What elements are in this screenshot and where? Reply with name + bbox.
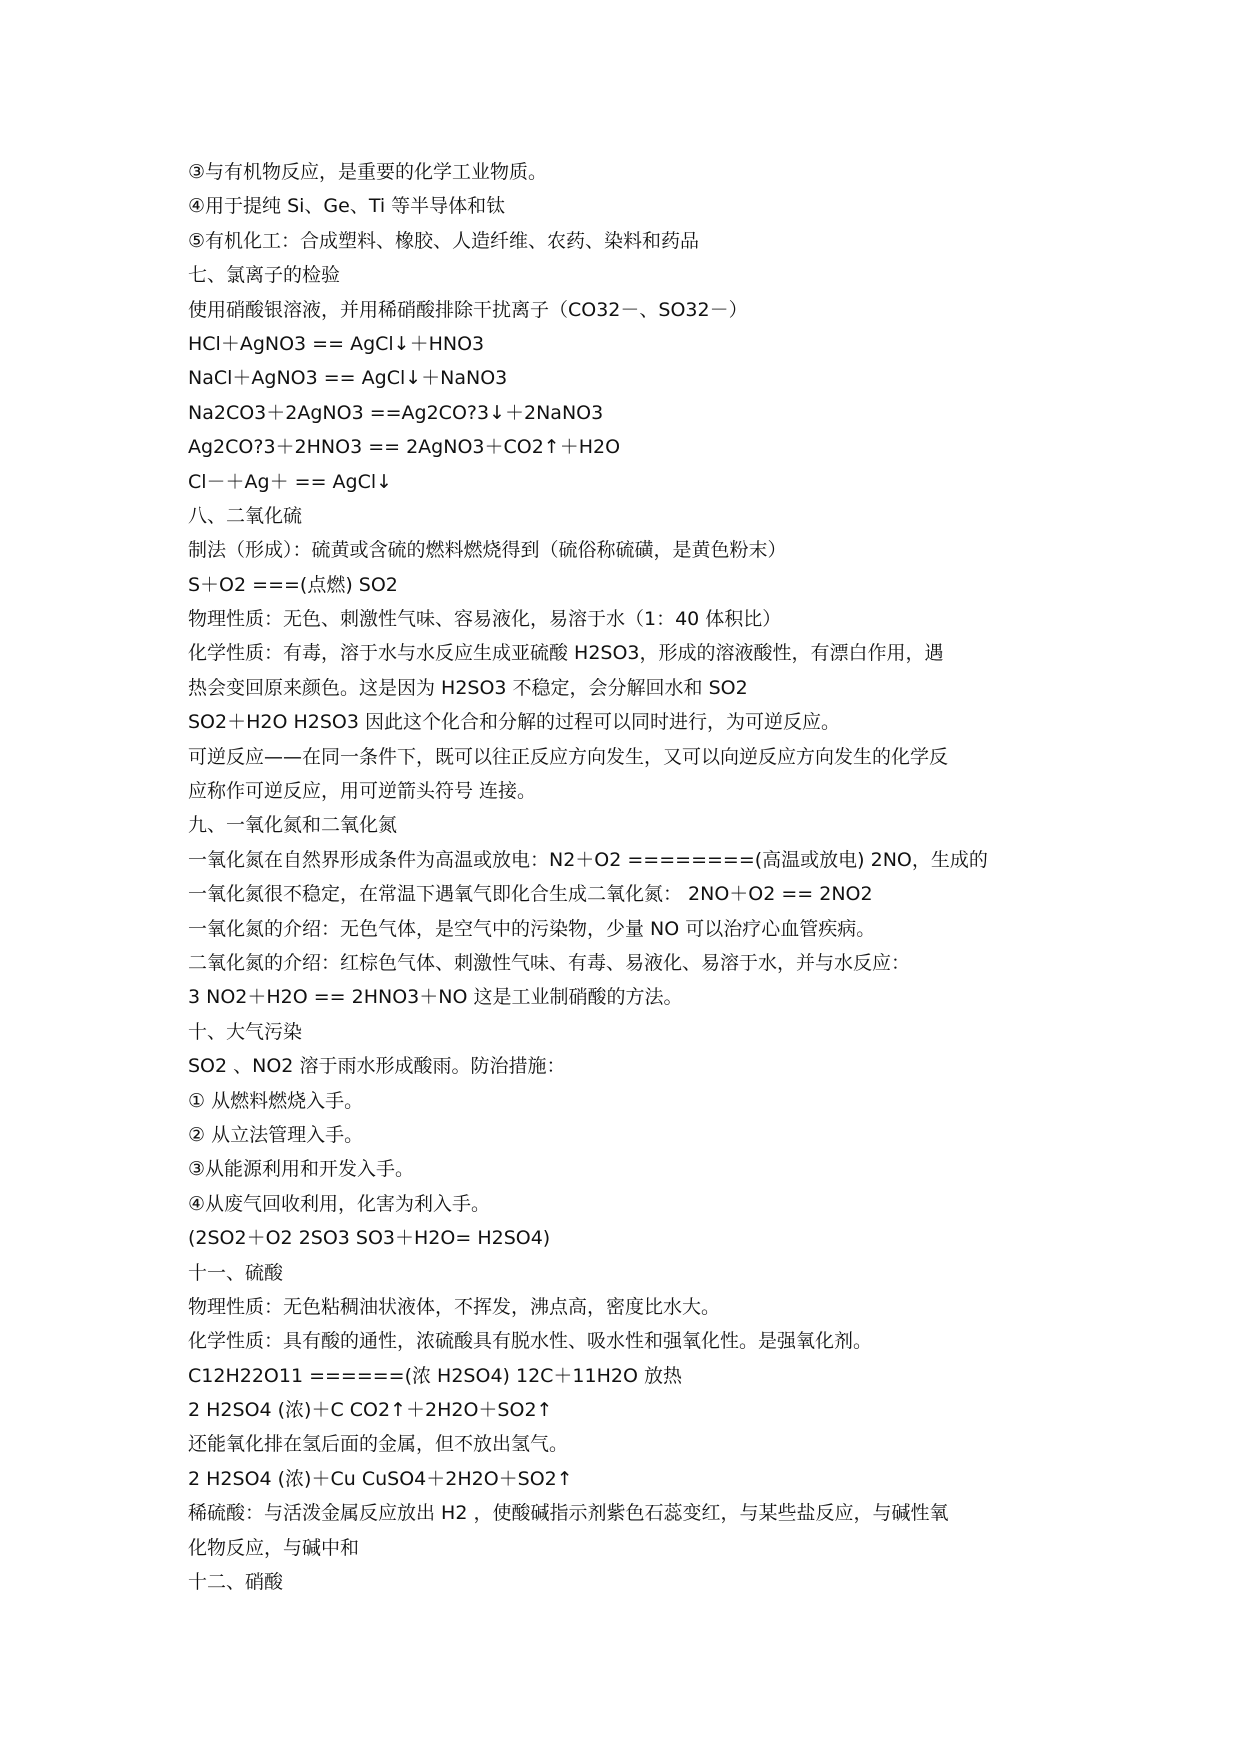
list-item: ④从废气回收利用，化害为利入手。 bbox=[188, 1192, 491, 1215]
text-line: 稀硫酸：与活泼金属反应放出 H2 ，使酸碱指示剂紫色石蕊变红，与某些盐反应，与碱性氧 bbox=[188, 1502, 949, 1525]
text-line: 制法（形成）：硫黄或含硫的燃料燃烧得到（硫俗称硫磺，是黄色粉末） bbox=[188, 539, 787, 562]
section-heading: 九、一氧化氮和二氧化氮 bbox=[188, 814, 398, 837]
text-line: 还能氧化排在氢后面的金属，但不放出氢气。 bbox=[188, 1433, 569, 1456]
text-line: 使用硝酸银溶液，并用稀硝酸排除干扰离子（CO32－、SO32－） bbox=[188, 298, 748, 321]
text-line: 一氧化氮很不稳定，在常温下遇氧气即化合生成二氧化氮： 2NO＋O2 == 2NO2 bbox=[188, 883, 873, 906]
equation-line: 2 H2SO4 (浓)＋Cu CuSO4＋2H2O＋SO2↑ bbox=[188, 1467, 573, 1490]
text-line: 可逆反应——在同一条件下，既可以往正反应方向发生，又可以向逆反应方向发生的化学反 bbox=[188, 745, 949, 768]
text-line: 一氧化氮的介绍：无色气体，是空气中的污染物，少量 NO 可以治疗心血管疾病。 bbox=[188, 917, 876, 940]
section-heading: 八、二氧化硫 bbox=[188, 504, 303, 527]
text-line: 物理性质：无色、刺激性气味、容易液化，易溶于水（1：40 体积比） bbox=[188, 608, 782, 631]
text-line: SO2 、NO2 溶于雨水形成酸雨。防治措施： bbox=[188, 1055, 566, 1078]
list-item: ① 从燃料燃烧入手。 bbox=[188, 1089, 364, 1112]
section-heading: 七、氯离子的检验 bbox=[188, 264, 341, 287]
text-line: ③与有机物反应，是重要的化学工业物质。 bbox=[188, 161, 548, 183]
text-line: 热会变回原来颜色。这是因为 H2SO3 不稳定，会分解回水和 SO2 bbox=[188, 676, 748, 699]
list-item: ② 从立法管理入手。 bbox=[188, 1123, 364, 1146]
text-line: 化物反应，与碱中和 bbox=[188, 1536, 360, 1559]
section-heading: 十一、硫酸 bbox=[188, 1261, 284, 1284]
equation-line: NaCl＋AgNO3 == AgCl↓＋NaNO3 bbox=[188, 367, 508, 390]
equation-line: HCl＋AgNO3 == AgCl↓＋HNO3 bbox=[188, 332, 485, 355]
equation-line: Na2CO3＋2AgNO3 ==Ag2CO?3↓＋2NaNO3 bbox=[188, 401, 604, 424]
section-heading: 十、大气污染 bbox=[188, 1020, 303, 1043]
text-line: 物理性质：无色粘稠油状液体，不挥发，沸点高，密度比水大。 bbox=[188, 1295, 721, 1318]
text-line: 一氧化氮在自然界形成条件为高温或放电：N2＋O2 ========(高温或放电) 2NO，生成的 bbox=[188, 848, 988, 871]
equation-line: 2 H2SO4 (浓)＋C CO2↑＋2H2O＋SO2↑ bbox=[188, 1399, 553, 1422]
list-item: ③从能源利用和开发入手。 bbox=[188, 1158, 415, 1181]
equation-line: Cl－＋Ag＋ == AgCl↓ bbox=[188, 470, 393, 493]
equation-line: 3 NO2＋H2O == 2HNO3＋NO 这是工业制硝酸的方法。 bbox=[188, 986, 683, 1009]
section-heading: 十二、硝酸 bbox=[188, 1571, 284, 1594]
equation-line: (2SO2＋O2 2SO3 SO3＋H2O= H2SO4) bbox=[188, 1227, 551, 1250]
text-line: 化学性质：有毒，溶于水与水反应生成亚硫酸 H2SO3，形成的溶液酸性，有漂白作用，遇 bbox=[188, 642, 944, 665]
text-line: 化学性质：具有酸的通性，浓硫酸具有脱水性、吸水性和强氧化性。是强氧化剂。 bbox=[188, 1330, 873, 1353]
text-line: SO2＋H2O H2SO3 因此这个化合和分解的过程可以同时进行，为可逆反应。 bbox=[188, 711, 840, 734]
equation-line: C12H22O11 ======(浓 H2SO4) 12C＋11H2O 放热 bbox=[188, 1364, 682, 1387]
text-line: ⑤有机化工：合成塑料、橡胶、人造纤维、农药、染料和药品 bbox=[188, 229, 700, 252]
document-body bbox=[188, 155, 1068, 1599]
equation-line: S＋O2 ===(点燃) SO2 bbox=[188, 573, 398, 596]
text-line: ④用于提纯 Si、Ge、Ti 等半导体和钛 bbox=[188, 195, 506, 218]
equation-line: Ag2CO?3＋2HNO3 == 2AgNO3＋CO2↑＋H2O bbox=[188, 436, 621, 459]
text-line: 二氧化氮的介绍：红棕色气体、刺激性气味、有毒、易液化、易溶于水，并与水反应： bbox=[188, 951, 911, 974]
text-line: 应称作可逆反应，用可逆箭头符号 连接。 bbox=[188, 780, 537, 803]
